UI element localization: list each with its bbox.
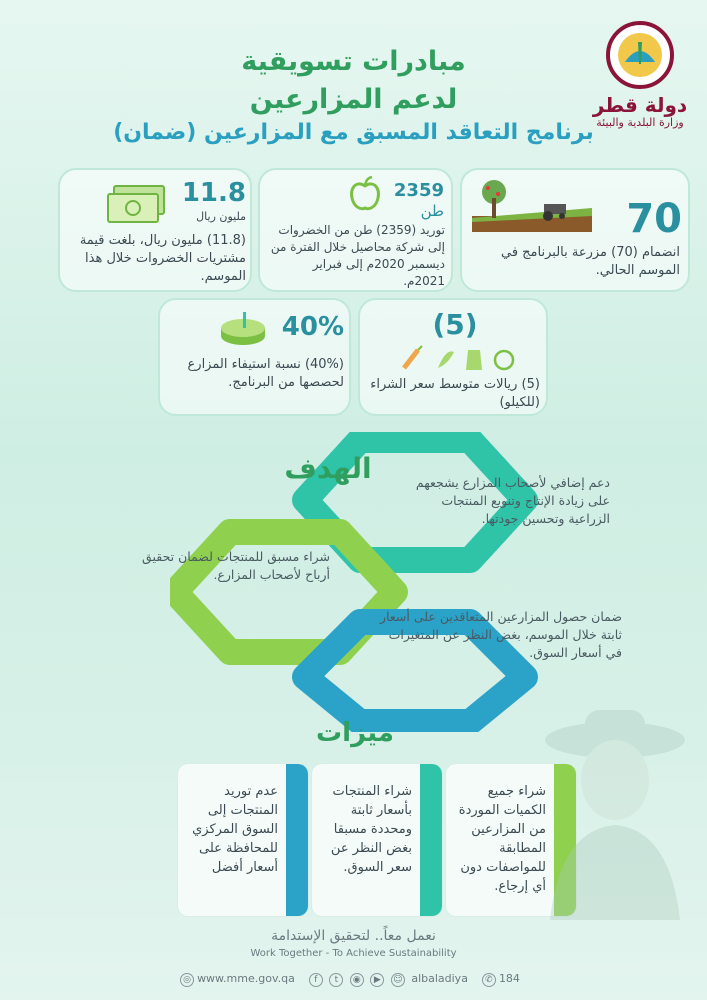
farms-text: انضمام (70) مزرعة بالبرنامج في الموسم الحالي. (500, 245, 680, 278)
feature-text-3: عدم توريد المنتجات إلى السوق المركزي للمحافظة على أسعار أفضل (192, 784, 278, 875)
pie-chart-icon (218, 310, 268, 350)
apple-icon (348, 176, 382, 212)
website-text: www.mme.gov.qa (197, 972, 295, 985)
feature-card-3 (178, 764, 308, 916)
stat-card-price (358, 298, 548, 416)
farmer-illustration (540, 700, 690, 920)
vegetables-icon (390, 344, 520, 372)
social-bar (180, 972, 520, 987)
phone-icon: ✆ (482, 973, 496, 987)
page-subtitle: برنامج التعاقد المسبق مع المزارعين (ضمان) (113, 120, 594, 145)
stat-card-value (58, 168, 252, 292)
farms-number: 70 (626, 196, 682, 242)
slogan-arabic: نعمل معاً.. لتحقيق الإستدامة (271, 928, 436, 944)
goals-title: الهدف (284, 452, 372, 485)
quota-text: (40%) نسبة استيفاء المزارع لحصصها من البرنامج. (187, 357, 344, 390)
phone-link[interactable] (482, 972, 520, 987)
value-text: (11.8) مليون ريال، بلغت قيمة مشتريات الخضروات خلال هذا الموسم. (79, 233, 246, 284)
page-title-line2: لدعم المزارعين (249, 84, 458, 115)
price-number: (5) (432, 308, 478, 341)
phone-number: 184 (498, 972, 520, 985)
social-link[interactable] (309, 972, 468, 987)
website-link[interactable] (180, 972, 295, 987)
value-unit: مليون ريال (196, 210, 246, 223)
slogan-english: Work Together - To Achieve Sustainability (250, 948, 457, 959)
farm-icon (472, 178, 592, 238)
quota-number: 40% (281, 312, 344, 342)
feature-accent-3 (286, 764, 308, 916)
money-icon (106, 184, 168, 226)
tons-unit: طن (420, 202, 444, 220)
snapchat-icon: ☺ (391, 973, 405, 987)
stat-card-tons (258, 168, 453, 292)
youtube-icon: ▶ (370, 973, 384, 987)
tons-number: 2359 (393, 180, 444, 201)
globe-icon: ◎ (180, 973, 194, 987)
goal-item-2: شراء مسبق للمنتجات لضمان تحقيق أرباح لأصحاب المزارع. (142, 549, 330, 582)
features-title: ميزات (316, 718, 394, 748)
stat-card-quota (158, 298, 351, 416)
logo-line1: دولة قطر (592, 93, 688, 117)
goal-item-1: دعم إضافي لأصحاب المزارع يشجعهم على زيادة الإنتاج وتنويع المنتجات الزراعية وتحسين جودتها. (415, 475, 610, 526)
price-text: (5) ريالات متوسط سعر الشراء (للكيلو) (370, 377, 540, 410)
feature-text-1: شراء جميع الكميات الموردة من المزارعين المطابقة للمواصفات دون أي إرجاع. (458, 784, 546, 894)
logo-line2: وزارة البلدية والبيئة (596, 116, 684, 129)
goal-item-3: ضمان حصول المزارعين المتعاقدين على أسعار ثابتة خلال الموسم، بغض النظر عن المتغيرات في أسعار السوق. (380, 609, 622, 660)
stat-card-farms (460, 168, 690, 292)
tons-text: توريد (2359) طن من الخضروات إلى شركة محاصيل خلال الفترة من ديسمبر 2020م إلى فبراير 2021م. (270, 223, 445, 288)
feature-card-2 (312, 764, 442, 916)
page-title-line1: مبادرات تسويقية (241, 46, 466, 77)
instagram-icon: ◉ (350, 973, 364, 987)
value-number: 11.8 (181, 178, 246, 208)
feature-text-2: شراء المنتجات بأسعار ثابتة ومحددة مسبقا بغض النظر عن سعر السوق. (330, 784, 412, 875)
twitter-icon: t (329, 973, 343, 987)
feature-accent-2 (420, 764, 442, 916)
social-handle: albaladiya (411, 972, 468, 985)
facebook-icon: f (309, 973, 323, 987)
